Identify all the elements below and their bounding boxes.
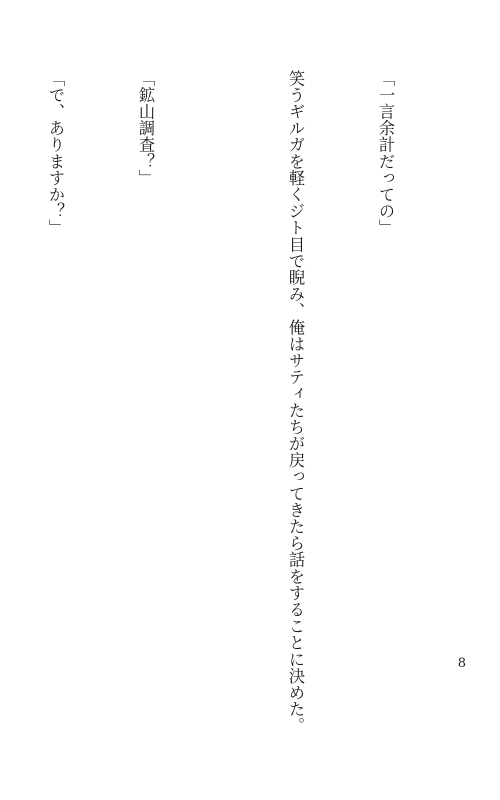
page-number: 8: [457, 656, 466, 671]
text-line: 「一言余計だっての」: [376, 70, 395, 236]
text-line: 笑うギルガを軽くジト目で睨み、俺はサティたちが戻ってきたら話をすることに決めた。: [286, 70, 305, 734]
vertical-text-body: [0, 70, 460, 734]
text-line: 「で、ありますか？」: [46, 70, 65, 236]
text-line: 「鉱山調査？」: [136, 70, 155, 187]
